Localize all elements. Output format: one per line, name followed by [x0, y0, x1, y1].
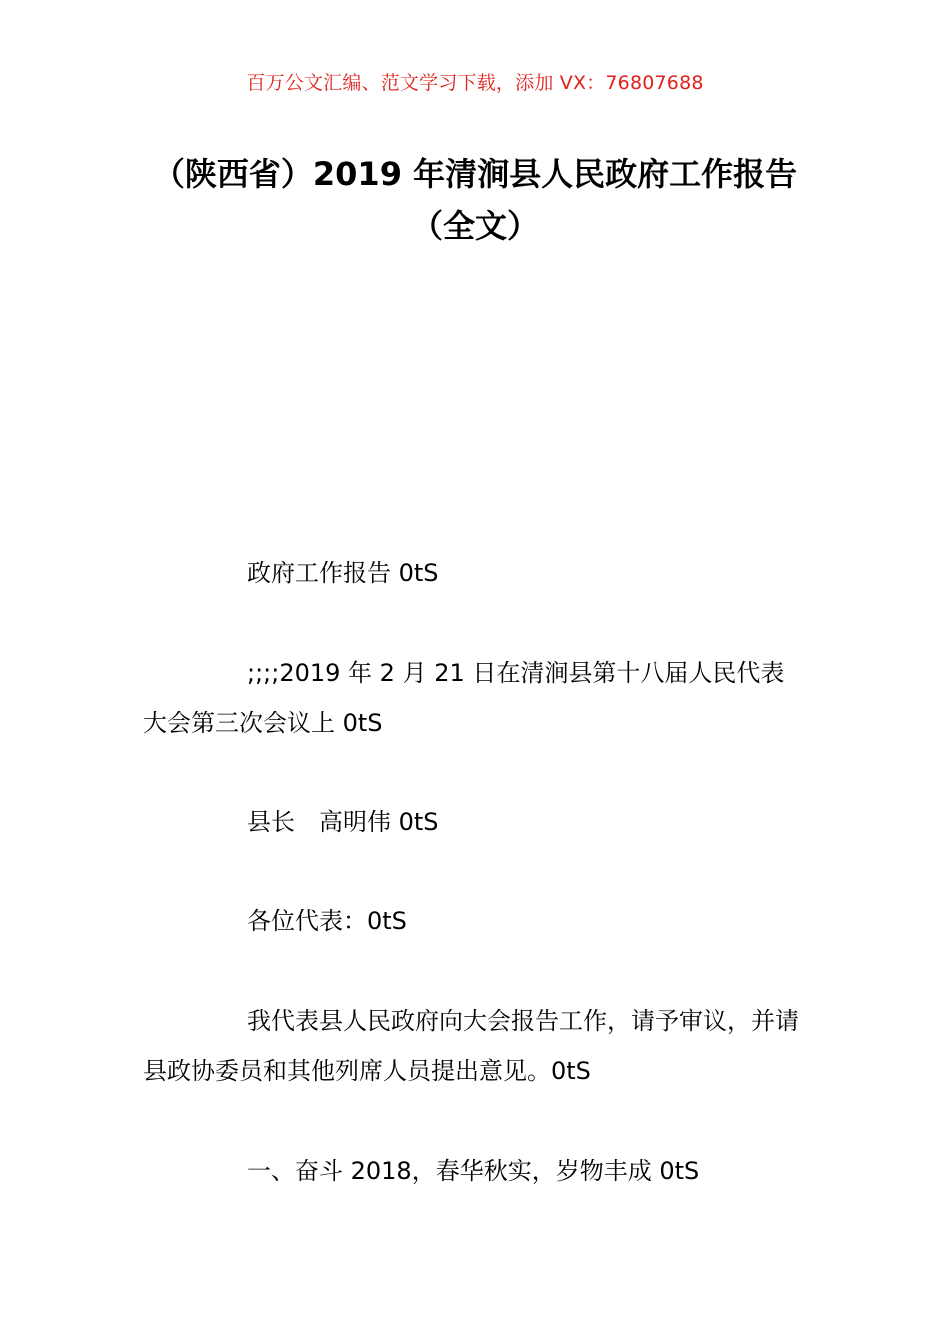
watermark-header-note: 百万公文汇编、范文学习下载，添加 VX：76807688 [246, 72, 704, 94]
paragraph-meeting-date: ;;;;2019 年 2 月 21 日在清涧县第十八届人民代表大会第三次会议上 0tS [143, 659, 785, 737]
paragraph-report-label: 政府工作报告 0tS [247, 559, 439, 587]
paragraph-salutation: 各位代表：0tS [247, 907, 407, 935]
document-title: （陕西省）2019 年清涧县人民政府工作报告（全文） [152, 155, 798, 245]
section-heading-one: 一、奋斗 2018，春华秋实，岁物丰成 0tS [247, 1157, 700, 1185]
paragraph-intro: 我代表县人民政府向大会报告工作，请予审议，并请县政协委员和其他列席人员提出意见。0tS [143, 1007, 799, 1085]
paragraph-speaker: 县长 高明伟 0tS [247, 808, 439, 836]
